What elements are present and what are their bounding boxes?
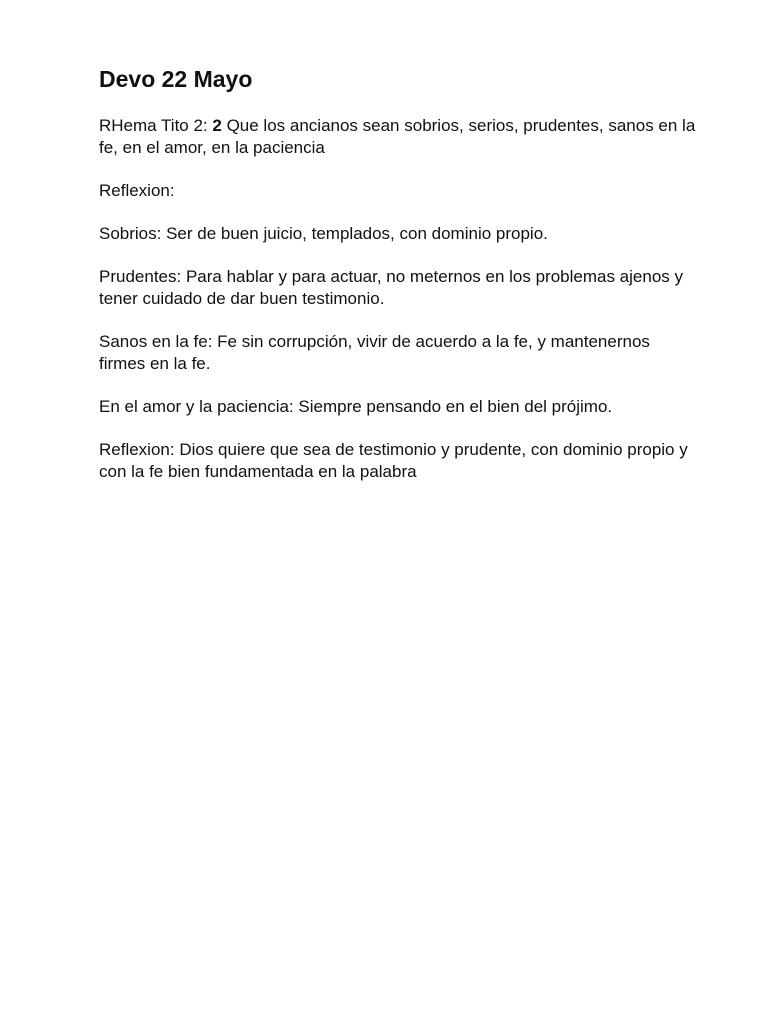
reflexion-heading: Reflexion: xyxy=(99,181,175,200)
paragraph-sanos-en-la-fe: Sanos en la fe: Fe sin corrupción, vivir de acuerdo a la fe, y mantenernos firmes en la fe. xyxy=(99,332,650,373)
paragraph-prudentes: Prudentes: Para hablar y para actuar, no meternos en los problemas ajenos y tener cuidado de dar buen testimonio. xyxy=(99,267,684,308)
paragraph-amor-paciencia: En el amor y la paciencia: Siempre pensando en el bien del prójimo. xyxy=(99,397,613,416)
rhema-prefix: RHema Tito 2: xyxy=(99,116,213,135)
document-title: Devo 22 Mayo xyxy=(99,66,253,92)
verse-number: 2 xyxy=(212,116,222,135)
paragraph-sobrios: Sobrios: Ser de buen juicio, templados, con dominio propio. xyxy=(99,224,548,243)
rhema-verse xyxy=(99,115,699,159)
verse-text: Que los ancianos sean sobrios, serios, prudentes, sanos en la fe, en el amor, en la paciencia xyxy=(99,116,696,157)
paragraph-reflexion-final: Reflexion: Dios quiere que sea de testimonio y prudente, con dominio propio y con la fe bien fundamentada en la palabra xyxy=(99,440,688,481)
document-body xyxy=(99,64,699,483)
